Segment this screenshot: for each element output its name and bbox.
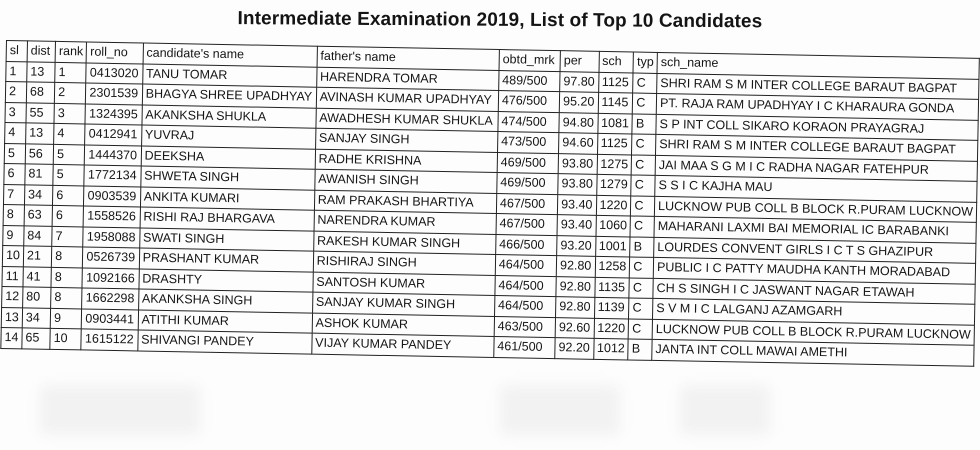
cell-type: C <box>630 257 654 278</box>
cell-type: C <box>631 175 655 196</box>
cell-rank: 10 <box>50 328 82 349</box>
cell-roll-no: 0413020 <box>86 62 143 84</box>
cell-roll-no: 1662298 <box>82 288 139 310</box>
header-type: typ <box>633 52 657 73</box>
scan-smudge <box>680 385 770 435</box>
scan-smudge <box>40 385 200 435</box>
cell-dist: 84 <box>24 225 53 246</box>
cell-sl: 12 <box>2 286 23 307</box>
header-dist: dist <box>27 41 56 62</box>
cell-candidate-name: RISHI RAJ BHARGAVA <box>140 207 314 231</box>
cell-rank: 5 <box>53 164 85 185</box>
cell-dist: 34 <box>24 184 53 205</box>
cell-type: C <box>632 134 656 155</box>
cell-father-name: SANTOSH KUMAR <box>313 272 496 296</box>
cell-obtained-marks: 469/500 <box>497 173 559 195</box>
cell-candidate-name: TANU TOMAR <box>142 64 316 88</box>
header-school-code: sch <box>599 51 634 72</box>
cell-type: B <box>628 339 652 360</box>
cell-dist: 63 <box>24 205 53 226</box>
table-body <box>1 61 979 366</box>
cell-sl: 11 <box>2 266 23 287</box>
cell-school-code: 1275 <box>597 154 632 175</box>
cell-percentage: 92.20 <box>555 338 594 359</box>
cell-type: B <box>632 113 656 134</box>
cell-school-name: JANTA INT COLL MAWAI AMETHI <box>652 339 974 365</box>
cell-percentage: 95.20 <box>559 92 598 113</box>
cell-school-name: S S I C KAJHA MAU <box>655 175 977 201</box>
cell-candidate-name: BHAGYA SHREE UPADHYAY <box>142 84 316 108</box>
cell-school-name: LUCKNOW PUB COLL B BLOCK R.PURAM LUCKNOW <box>654 196 976 222</box>
cell-father-name: SANJAY SINGH <box>315 128 498 152</box>
cell-dist: 41 <box>23 266 52 287</box>
cell-type: C <box>629 318 653 339</box>
cell-type: C <box>632 154 656 175</box>
cell-dist: 13 <box>26 123 55 144</box>
cell-school-code: 1060 <box>596 215 631 236</box>
cell-obtained-marks: 464/500 <box>495 275 557 297</box>
cell-candidate-name: SHWETA SINGH <box>140 166 314 190</box>
cell-sl: 13 <box>1 307 22 328</box>
cell-school-code: 1125 <box>597 133 632 154</box>
cell-school-code: 1135 <box>594 277 629 298</box>
cell-father-name: AWADHESH KUMAR SHUKLA <box>316 108 499 132</box>
cell-dist: 65 <box>22 328 51 349</box>
cell-roll-no: 1958088 <box>83 226 140 248</box>
cell-obtained-marks: 467/500 <box>496 214 558 236</box>
cell-percentage: 93.20 <box>557 235 596 256</box>
cell-rank: 7 <box>52 226 84 247</box>
cell-type: C <box>633 93 657 114</box>
cell-type: C <box>629 277 653 298</box>
cell-roll-no: 1615122 <box>81 329 138 351</box>
cell-dist: 34 <box>22 307 51 328</box>
cell-rank: 5 <box>53 144 85 165</box>
cell-school-code: 1012 <box>593 338 628 359</box>
cell-rank: 8 <box>51 287 83 308</box>
cell-sl: 5 <box>4 143 25 164</box>
cell-school-name: LUCKNOW PUB COLL B BLOCK R.PURAM LUCKNOW <box>652 319 974 345</box>
results-sheet <box>0 40 979 366</box>
cell-dist: 56 <box>25 143 54 164</box>
cell-obtained-marks: 467/500 <box>496 193 558 215</box>
cell-obtained-marks: 466/500 <box>496 234 558 256</box>
cell-father-name: SANJAY KUMAR SINGH <box>312 292 495 316</box>
cell-roll-no: 0526739 <box>83 247 140 269</box>
cell-rank: 1 <box>55 62 87 83</box>
cell-obtained-marks: 469/500 <box>497 152 559 174</box>
cell-percentage: 92.80 <box>556 256 595 277</box>
cell-school-code: 1220 <box>594 318 629 339</box>
cell-father-name: RISHIRAJ SINGH <box>313 251 496 275</box>
cell-percentage: 97.80 <box>560 71 599 92</box>
header-obtained-marks: obtd_mrk <box>499 50 561 72</box>
cell-rank: 8 <box>51 267 83 288</box>
cell-school-code: 1139 <box>594 297 629 318</box>
cell-sl: 4 <box>5 122 26 143</box>
cell-percentage: 92.60 <box>555 317 594 338</box>
header-candidate-name: candidate's name <box>143 43 317 67</box>
cell-candidate-name: SWATI SINGH <box>139 227 313 251</box>
cell-obtained-marks: 464/500 <box>495 255 557 277</box>
cell-roll-no: 0412941 <box>85 124 142 146</box>
cell-sl: 1 <box>6 61 27 82</box>
cell-school-code: 1125 <box>598 72 633 93</box>
header-percentage: per <box>560 51 599 72</box>
cell-school-name: SHRI RAM S M INTER COLLEGE BARAUT BAGPAT <box>656 134 978 160</box>
cell-candidate-name: ATITHI KUMAR <box>138 309 312 333</box>
scan-smudge <box>500 385 620 435</box>
cell-percentage: 92.80 <box>556 297 595 318</box>
cell-obtained-marks: 489/500 <box>499 70 561 92</box>
cell-sl: 6 <box>4 163 25 184</box>
cell-rank: 9 <box>50 308 82 329</box>
document-title: Intermediate Examination 2019, List of Top 10 Candidates <box>237 8 763 33</box>
cell-rank: 2 <box>54 82 86 103</box>
cell-type: B <box>630 236 654 257</box>
cell-candidate-name: ANKITA KUMARI <box>140 186 314 210</box>
cell-sl: 14 <box>1 327 22 348</box>
header-father-name: father's name <box>317 46 500 70</box>
cell-rank: 4 <box>54 123 86 144</box>
cell-school-code: 1258 <box>595 256 630 277</box>
cell-school-name: LOURDES CONVENT GIRLS I C T S GHAZIPUR <box>654 237 976 263</box>
cell-candidate-name: AKANKSHA SINGH <box>138 289 312 313</box>
cell-candidate-name: PRASHANT KUMAR <box>139 248 313 272</box>
cell-roll-no: 1772134 <box>84 165 141 187</box>
cell-roll-no: 1324395 <box>85 103 142 125</box>
cell-percentage: 93.80 <box>558 153 597 174</box>
cell-candidate-name: DRASHTY <box>139 268 313 292</box>
cell-dist: 21 <box>23 246 52 267</box>
cell-percentage: 93.40 <box>557 194 596 215</box>
cell-school-name: CH S SINGH I C JASWANT NAGAR ETAWAH <box>653 278 975 304</box>
cell-rank: 6 <box>52 205 84 226</box>
cell-type: C <box>633 73 657 94</box>
cell-school-code: 1220 <box>596 195 631 216</box>
cell-father-name: VIJAY KUMAR PANDEY <box>312 333 495 357</box>
cell-sl: 10 <box>2 245 23 266</box>
cell-percentage: 93.80 <box>558 174 597 195</box>
cell-school-name: S P INT COLL SIKARO KORAON PRAYAGRAJ <box>656 114 978 140</box>
cell-rank: 6 <box>53 185 85 206</box>
cell-obtained-marks: 463/500 <box>494 316 556 338</box>
cell-father-name: HARENDRA TOMAR <box>316 67 499 91</box>
cell-percentage: 93.40 <box>557 215 596 236</box>
cell-roll-no: 1444370 <box>85 144 142 166</box>
cell-school-code: 1279 <box>596 174 631 195</box>
cell-school-name: S V M I C LALGANJ AZAMGARH <box>653 298 975 324</box>
cell-school-code: 1001 <box>595 236 630 257</box>
cell-candidate-name: DEEKSHA <box>141 145 315 169</box>
cell-obtained-marks: 464/500 <box>494 296 556 318</box>
cell-candidate-name: YUVRAJ <box>141 125 315 149</box>
cell-father-name: RAKESH KUMAR SINGH <box>313 231 496 255</box>
cell-type: C <box>629 298 653 319</box>
results-table <box>0 40 979 366</box>
cell-sl: 8 <box>3 204 24 225</box>
cell-school-code: 1145 <box>598 92 633 113</box>
cell-school-name: SHRI RAM S M INTER COLLEGE BARAUT BAGPAT <box>657 73 979 99</box>
cell-father-name: AVINASH KUMAR UPADHYAY <box>316 87 499 111</box>
cell-school-name: MAHARANI LAXMI BAI MEMORIAL IC BARABANKI <box>654 216 976 242</box>
cell-obtained-marks: 473/500 <box>497 132 559 154</box>
header-school-name: sch_name <box>657 52 979 78</box>
cell-sl: 3 <box>5 102 26 123</box>
cell-obtained-marks: 461/500 <box>494 336 556 358</box>
cell-school-name: JAI MAA S G M I C RADHA NAGAR FATEHPUR <box>655 155 977 181</box>
header-roll-no: roll_no <box>87 42 144 64</box>
cell-percentage: 94.80 <box>559 112 598 133</box>
cell-rank: 8 <box>51 246 83 267</box>
cell-candidate-name: AKANKSHA SHUKLA <box>142 105 316 129</box>
cell-father-name: AWANISH SINGH <box>315 169 498 193</box>
cell-sl: 7 <box>3 184 24 205</box>
cell-dist: 55 <box>26 102 55 123</box>
cell-school-name: PT. RAJA RAM UPADHYAY I C KHARAURA GONDA <box>656 93 978 119</box>
cell-dist: 68 <box>26 82 55 103</box>
cell-obtained-marks: 476/500 <box>498 91 560 113</box>
cell-type: C <box>630 216 654 237</box>
cell-obtained-marks: 474/500 <box>498 111 560 133</box>
cell-school-code: 1081 <box>597 113 632 134</box>
cell-father-name: NARENDRA KUMAR <box>314 210 497 234</box>
cell-roll-no: 1092166 <box>82 267 139 289</box>
cell-roll-no: 2301539 <box>86 83 143 105</box>
cell-roll-no: 0903539 <box>84 185 141 207</box>
cell-roll-no: 1558526 <box>84 206 141 228</box>
cell-father-name: RAM PRAKASH BHARTIYA <box>314 190 497 214</box>
header-rank: rank <box>55 41 87 62</box>
cell-dist: 13 <box>27 61 56 82</box>
header-sl: sl <box>6 41 27 62</box>
cell-father-name: RADHE KRISHNA <box>315 149 498 173</box>
cell-candidate-name: SHIVANGI PANDEY <box>137 330 311 354</box>
cell-percentage: 92.80 <box>556 276 595 297</box>
cell-roll-no: 0903441 <box>82 308 139 330</box>
cell-sl: 9 <box>3 225 24 246</box>
cell-school-name: PUBLIC I C PATTY MAUDHA KANTH MORADABAD <box>653 257 975 283</box>
cell-dist: 81 <box>25 164 54 185</box>
cell-type: C <box>631 195 655 216</box>
cell-rank: 3 <box>54 103 86 124</box>
cell-dist: 80 <box>23 287 52 308</box>
cell-father-name: ASHOK KUMAR <box>312 313 495 337</box>
cell-percentage: 94.60 <box>559 133 598 154</box>
cell-sl: 2 <box>5 82 26 103</box>
